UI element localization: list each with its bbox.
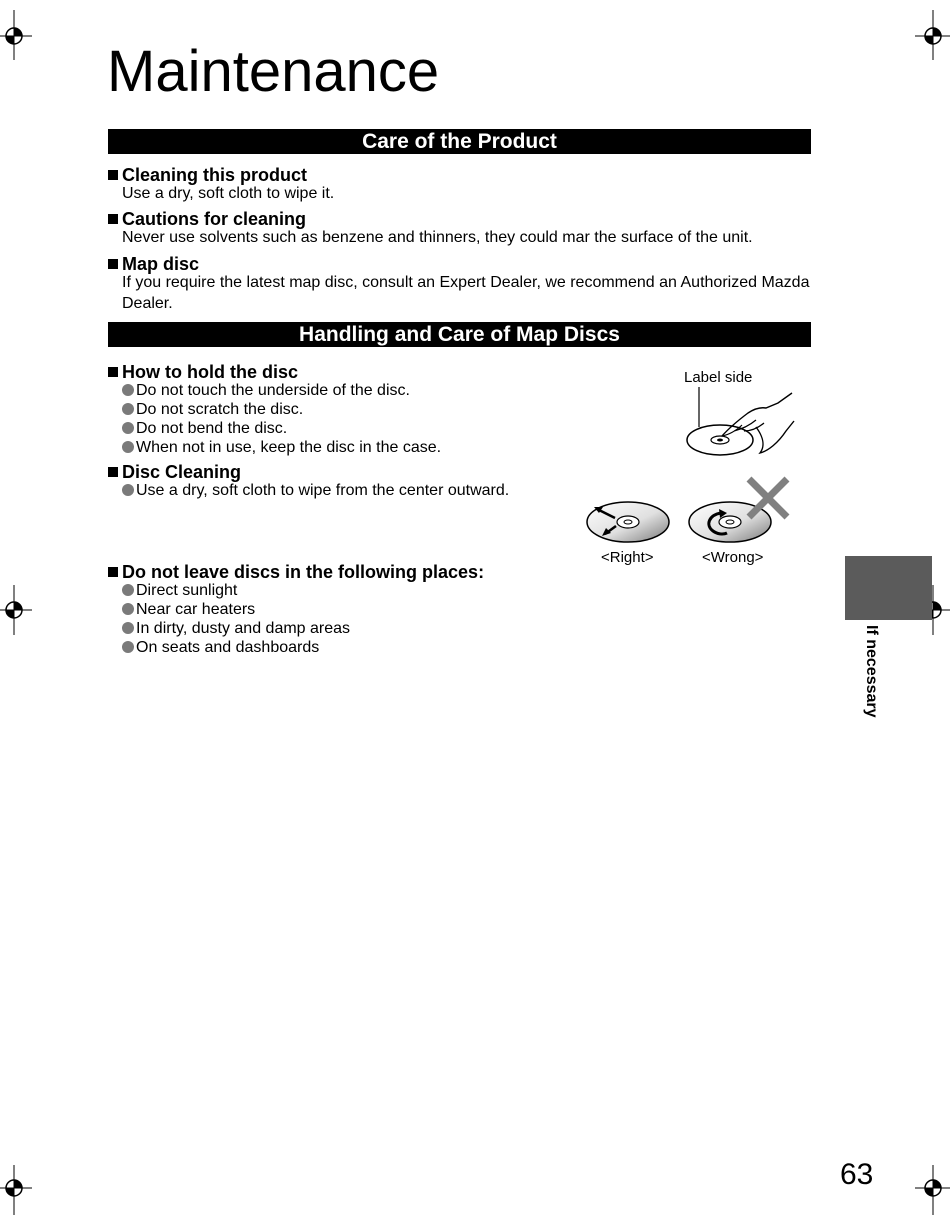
right-caption: <Right> [601,549,654,566]
list-item: In dirty, dusty and damp areas [122,619,350,638]
registration-mark-icon [0,1165,32,1215]
list-item: Use a dry, soft cloth to wipe from the center outward. [122,481,509,500]
list-item: Do not bend the disc. [122,419,287,438]
round-bullet-icon [122,384,134,396]
disc-cleaning-heading: Disc Cleaning [108,462,241,482]
page-title: Maintenance [107,39,440,104]
cautions-text: Never use solvents such as benzene and thinners, they could mar the surface of the unit. [122,229,753,246]
list-item: Direct sunlight [122,581,237,600]
label-side-caption: Label side [684,369,753,386]
care-section-header: Care of the Product [108,129,811,154]
square-bullet-icon [108,567,118,577]
cleaning-text: Use a dry, soft cloth to wipe it. [122,185,335,202]
registration-mark-icon [0,10,32,60]
places-heading: Do not leave discs in the following places: [108,562,484,582]
round-bullet-icon [122,641,134,653]
round-bullet-icon [122,422,134,434]
round-bullet-icon [122,622,134,634]
hold-disc-heading: How to hold the disc [108,362,298,382]
list-item: When not in use, keep the disc in the case. [122,438,441,457]
square-bullet-icon [108,467,118,477]
list-item: Do not scratch the disc. [122,400,303,419]
registration-mark-icon [915,10,950,60]
disc-wrong-icon [687,473,793,545]
side-tab [845,556,932,620]
round-bullet-icon [122,403,134,415]
cleaning-heading: Cleaning this product [108,165,307,185]
map-disc-heading: Map disc [108,254,199,274]
round-bullet-icon [122,484,134,496]
cautions-heading: Cautions for cleaning [108,209,306,229]
list-item: Do not touch the underside of the disc. [122,381,410,400]
disc-right-icon [585,497,673,545]
round-bullet-icon [122,584,134,596]
registration-mark-icon [915,1165,950,1215]
square-bullet-icon [108,259,118,269]
list-item: Near car heaters [122,600,255,619]
wrong-caption: <Wrong> [702,549,764,566]
square-bullet-icon [108,170,118,180]
side-tab-label: If necessary [863,625,880,718]
square-bullet-icon [108,214,118,224]
round-bullet-icon [122,441,134,453]
square-bullet-icon [108,367,118,377]
hand-holding-disc-icon [682,385,797,465]
handling-section-header: Handling and Care of Map Discs [108,322,811,347]
round-bullet-icon [122,603,134,615]
page-number: 63 [840,1158,874,1191]
list-item: On seats and dashboards [122,638,319,657]
registration-mark-icon [0,585,32,635]
map-disc-text: If you require the latest map disc, consult an Expert Dealer, we recommend an Authorized Mazda Dealer. [122,274,810,312]
